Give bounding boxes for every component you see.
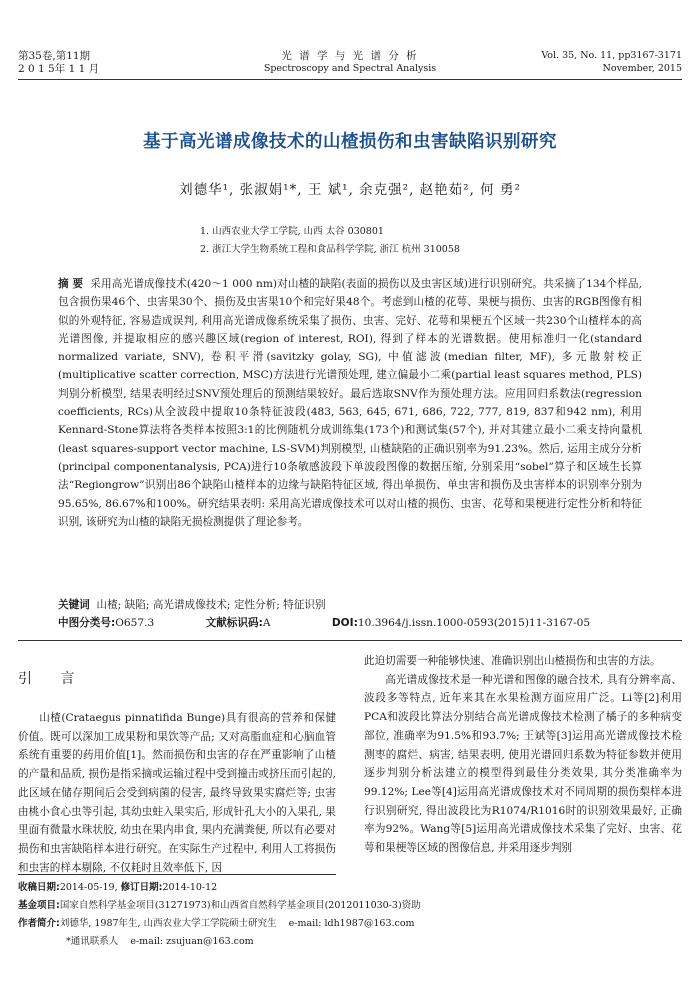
right-column	[364, 652, 682, 858]
journal-name-en: Spectroscopy and Spectral Analysis	[263, 63, 437, 74]
doi-value: 10.3964/j.issn.1000-0593(2015)11-3167-05	[357, 617, 591, 629]
footnote-corresponding	[66, 933, 254, 951]
footnote-author-bio	[18, 915, 415, 933]
intro-paragraph-1: 山楂(Crataegus pinnatifida Bunge)具有很高的营养和保健价值。既可以深加工成果粉和果饮等产品; 又对高脂血症和心脑血管系统有重要的药用价值[1]。然而损伤和虫害的存在严重影响了山楂的产量和品质, 损伤是指采摘或运输过程中受到撞击或挤压而引起的, 此区域在储存期间后会受到病菌的侵害, 最终导致果实腐烂等; 虫害由桃小食心虫等引起, 其幼虫蛀入果实后, 形成针孔大小的入果孔, 果里面有微量水珠状胶, 幼虫在果内串食, 果内充满粪便, 所以有必要对损伤和虫害缺陷样本进行研究。在实际生产过程中, 利用人工将损伤和虫害的样本剔除, 不仅耗时且效率低下, 因	[18, 712, 336, 874]
paper-title: 基于高光谱成像技术的山楂损伤和虫害缺陷识别研究	[143, 132, 557, 152]
doc-code-value: A	[262, 617, 271, 629]
intro-paragraph-2: 高光谱成像技术是一种光谱和图像的融合技术, 具有分辨率高、波段多等特点, 近年来其在水果检测方面应用广泛。Li等[2]利用PCA和波段比算法分别结合高光谱成像技术检测了橘子的多种病变部位, 准确率为91.5%和93.7%; 王斌等[3]运用高光谱成像技术检测枣的腐烂、病害, 结果表明, 使用光谱回归系数为特征参数并使用逐步判别分析法建立的模型得到最佳分类效果, 其分类准确率为99.12%; Lee等[4]运用高光谱成像技术对不同周期的损伤梨样本进行识别研究, 得出波段比为R1074/R1016时的识别效果最好, 正确率为92%。Wang等[5]运用高光谱成像技术采集了完好、虫害、花萼和果梗等区域的图像信息, 并采用逐步判别	[364, 673, 682, 855]
journal-name-cn: 光 谱 学 与 光 谱 分 析	[281, 50, 419, 62]
clc-label: 中图分类号:	[58, 617, 116, 629]
classification-line	[58, 615, 648, 631]
funding-label: 基金项目:	[18, 900, 60, 911]
author-bio-text: 刘德华, 1987年生, 山西农业大学工学院硕士研究生 e-mail: ldh1987@163.com	[59, 918, 415, 929]
journal-month: November, 2015	[602, 63, 682, 74]
keywords	[58, 597, 648, 613]
intro-continuation: 此迫切需要一种能够快速、准确识别出山楂损伤和虫害的方法。	[364, 655, 661, 667]
revised-date: 2014-10-12	[162, 882, 218, 893]
affiliation-2: 2. 浙江大学生物系统工程和食品科学学院, 浙江 杭州 310058	[200, 244, 460, 255]
abstract-label: 摘 要	[58, 278, 84, 290]
keywords-label: 关键词	[58, 599, 90, 611]
footnote-funding	[18, 897, 421, 915]
journal-pages: Vol. 35, No. 11, pp3167-3171	[541, 50, 682, 61]
clc-value: O657.3	[115, 617, 155, 629]
left-column	[18, 709, 336, 877]
footnote-rule	[18, 874, 336, 875]
journal-volume: 第35卷,第11期	[18, 50, 91, 62]
section-heading-introduction: 引 言	[18, 671, 87, 687]
abstract	[58, 275, 642, 531]
abstract-text: 采用高光谱成像技术(420～1 000 nm)对山楂的缺陷(表面的损伤以及虫害区域)进行识别研究。共采摘了134个样品, 包含损伤果46个、虫害果30个、损伤及虫害果10个和完好果48个。考虑到山楂的花萼、果梗与损伤、虫害的RGB图像有相似的外观特征, 容易造成误判, 利用高光谱成像系统采集了损伤、虫害、完好、花萼和果梗五个区域一共230个山楂样本的高光谱图像, 并提取相应的感兴趣区域(region of interest, ROI), 得到了样本的光谱数据。使用标准归一化(standard normalized variate, SNV), 卷积平滑(savitzky golay, SG), 中值滤波(median filter, MF), 多元散射校正(multiplicative scatter correction, MSC)方法进行光谱预处理, 建立偏最小二乘(partial least squares method, PLS)判别分析模型, 结果表明经过SNV预处理后的预测结果较好。最后选取SNV作为预处理方法。应用回归系数法(regression coefficients, RCs)从全波段中提取10条特征波段(483, 563, 645, 671, 686, 722, 777, 819, 837和942 nm), 利用Kennard-Stone算法将各类样本按照3:1的比例随机分成训练集(173个)和测试集(57个), 并对其建立最小二乘支持向量机(least squares-support vector machine, LS-SVM)判别模型, 山楂缺陷的正确识别率为91.23%。然后, 运用主成分分析(principal componentanalysis, PCA)进行10条敏感波段下单波段图像的数据压缩, 分别采用“sobel”算子和区域生长算法“Regiongrow”识别出86个缺陷山楂样本的边缘与缺陷特征区域, 得出单损伤、单虫害和损伤及虫害样本的识别率分别为95.65%, 86.67%和100%。研究结果表明: 采用高光谱成像技术可以对山楂的损伤、虫害、花萼和果梗进行定性分析和特征识别, 该研究为山楂的缺陷无损检测提供了理论参考。	[58, 278, 642, 528]
affiliation-1: 1. 山西农业大学工学院, 山西 太谷 030801	[200, 226, 384, 237]
abstract-rule	[18, 640, 682, 641]
corresponding-author-text: *通讯联系人 e-mail: zsujuan@163.com	[66, 936, 254, 947]
doi-label: DOI:	[331, 617, 358, 629]
received-label: 收稿日期:	[18, 882, 60, 893]
footnote-received	[18, 879, 217, 897]
funding-text: 国家自然科学基金项目(31271973)和山西省自然科学基金项目(2012011030-3)资助	[59, 900, 421, 911]
header-rule	[18, 79, 682, 80]
author-bio-label: 作者简介:	[18, 918, 60, 929]
doc-code-label: 文献标识码:	[205, 617, 263, 629]
revised-label: 修订日期:	[120, 882, 163, 893]
received-date: 2014-05-19,	[59, 882, 121, 893]
author-list: 刘德华¹, 张淑娟¹*, 王 斌¹, 余克强², 赵艳茹², 何 勇²	[179, 182, 521, 198]
keywords-text: 山楂; 缺陷; 高光谱成像技术; 定性分析; 特征识别	[96, 599, 326, 611]
journal-date: 2 0 1 5年 1 1 月	[18, 63, 100, 75]
